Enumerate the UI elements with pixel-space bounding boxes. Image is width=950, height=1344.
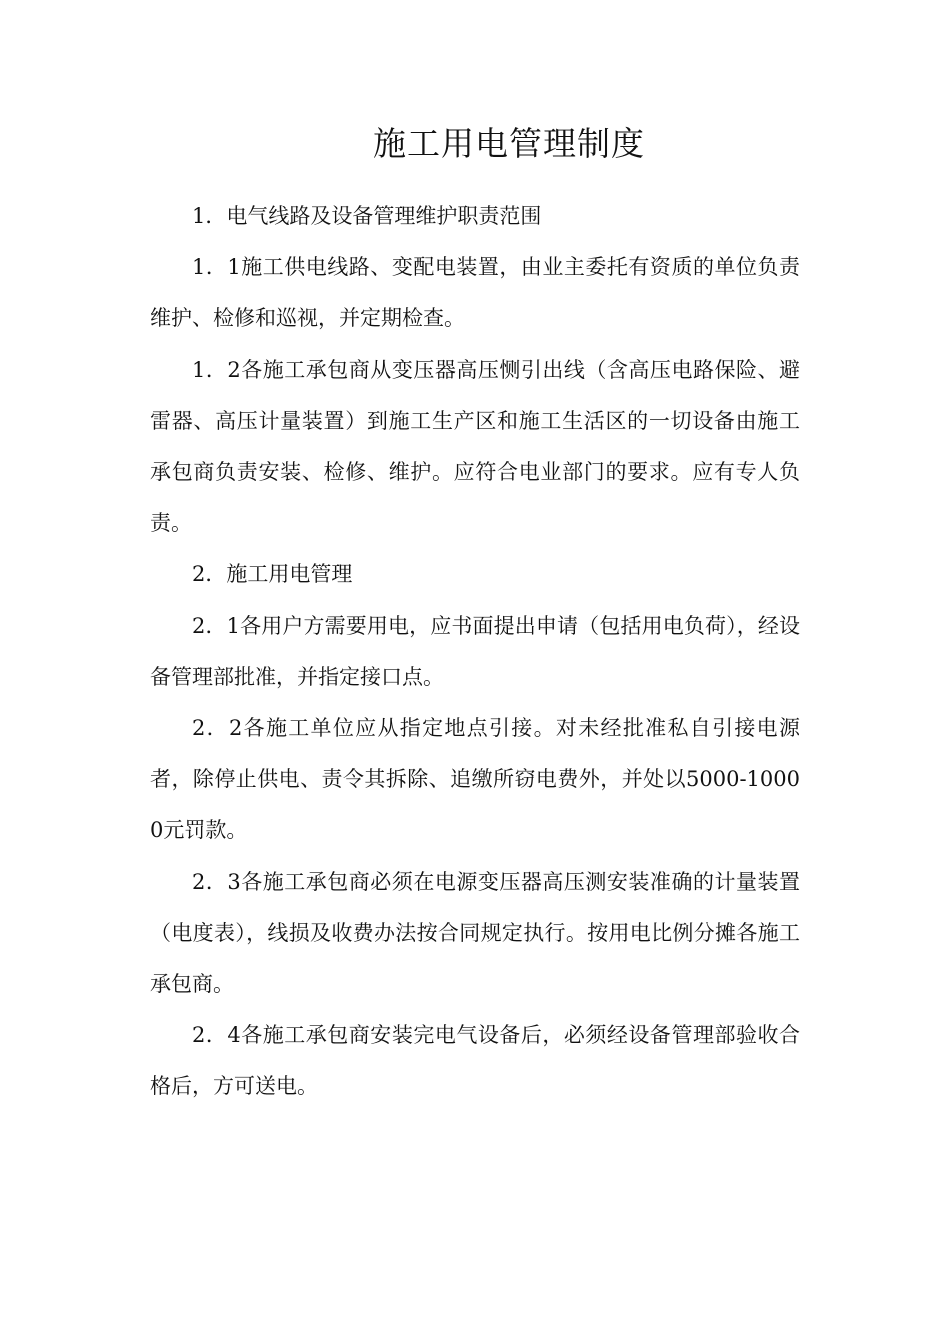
document-body [150,191,800,1113]
paragraph-1-1: 1．1施工供电线路、变配电装置，由业主委托有资质的单位负责维护、检修和巡视，并定期检查。 [150,255,800,331]
paragraph-1: 1．电气线路及设备管理维护职责范围 [192,204,542,228]
paragraph-2-4: 2．4各施工承包商安装完电气设备后，必须经设备管理部验收合格后，方可送电。 [150,1023,800,1099]
paragraph-1-2: 1．2各施工承包商从变压器高压恻引出线（含高压电路保险、避雷器、高压计量装置）到施工生产区和施工生活区的一切设备由施工承包商负责安装、检修、维护。应符合电业部门的要求。应有专人负责。 [150,357,800,536]
paragraph-2-3: 2．3各施工承包商必须在电源变压器高压测安装准确的计量装置（电度表），线损及收费办法按合同规定执行。按用电比例分摊各施工承包商。 [150,869,800,997]
paragraph-2-2: 2．2各施工单位应从指定地点引接。对未经批准私自引接电源者，除停止供电、责令其拆除、追缴所窃电费外，并处以5000-10000元罚款。 [150,716,800,843]
paragraph-2-1: 2．1各用户方需要用电，应书面提出申请（包括用电负荷），经设备管理部批准，并指定接口点。 [150,613,800,689]
paragraph-2: 2．施工用电管理 [192,562,353,587]
document-title: 施工用电管理制度 [373,124,645,163]
